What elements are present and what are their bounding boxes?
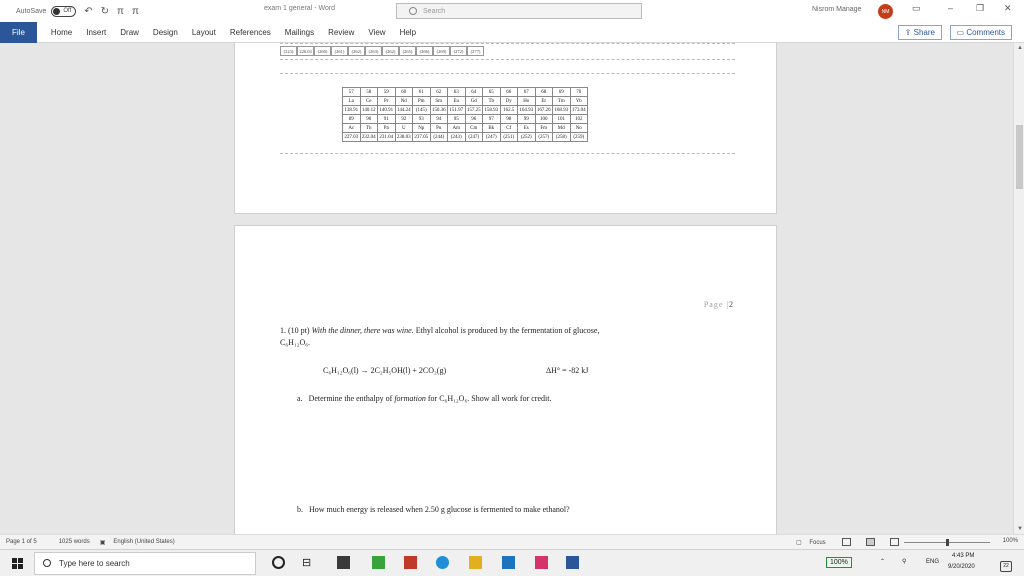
question-1a (297, 394, 551, 403)
clock-time[interactable]: 4:43 PM (952, 553, 975, 559)
focus-label: Focus (809, 540, 826, 546)
tab-design[interactable]: Design (152, 27, 178, 37)
header-cell: (260) (314, 46, 331, 56)
page-1[interactable] (234, 43, 777, 214)
language-indicator[interactable]: ENG (926, 559, 940, 565)
an-symbol: Np (413, 124, 431, 133)
an-number: 89 (343, 115, 361, 124)
ln-symbol: Tm (553, 97, 571, 106)
ln-mass: 164.93 (519, 107, 534, 113)
an-symbol: Md (553, 124, 571, 133)
header-cell: (265) (399, 46, 416, 56)
close-button[interactable]: ✕ (1004, 3, 1012, 13)
an-symbol: Pa (378, 124, 396, 133)
restore-button[interactable]: ❐ (976, 3, 985, 13)
an-mass: (247) (465, 133, 483, 142)
ribbon-display-icon[interactable]: ▭ (912, 3, 921, 13)
page-number-value: 2 (729, 300, 734, 309)
an-mass: (243) (448, 133, 466, 142)
document-title: exam 1 general - Word (264, 5, 336, 12)
taskbar-search-input[interactable] (34, 552, 256, 575)
share-button[interactable]: ⇪ Share (898, 25, 942, 40)
proofing-icon[interactable]: ▣ (99, 539, 106, 546)
share-label: Share (913, 28, 935, 37)
ln-symbol: Yb (570, 97, 588, 106)
periodic-header-row (280, 46, 484, 56)
pi-button-2[interactable]: π (131, 5, 139, 17)
app-icon-pink[interactable] (535, 556, 548, 569)
an-mass: 227.03 (344, 134, 359, 140)
header-cell: (272) (450, 46, 467, 56)
focus-button[interactable]: ▢ Focus (796, 540, 826, 546)
page-count[interactable]: Page 1 of 5 (6, 539, 37, 545)
notification-icon[interactable]: 22 (1000, 561, 1012, 572)
ln-number: 65 (483, 88, 501, 97)
an-symbol: Cm (465, 124, 483, 133)
qa-text-2: for C₆H₁₂O₆. Show all work for credit. (427, 394, 552, 403)
status-bar (0, 534, 1024, 549)
scroll-thumb[interactable] (1016, 125, 1023, 189)
page-2[interactable] (234, 225, 777, 534)
header-cell: (262) (348, 46, 365, 56)
ln-mass: 157.25 (466, 107, 481, 113)
table-row (343, 88, 588, 97)
ln-number: 64 (465, 88, 483, 97)
ln-number: 58 (360, 88, 378, 97)
an-number: 101 (553, 115, 571, 124)
qa-italic: formation (394, 394, 426, 403)
header-cell: (262) (382, 46, 399, 56)
q1-formula: C₆H₁₂O₆. (280, 338, 311, 347)
taskbar-search-placeholder: Type here to search (59, 559, 130, 568)
table-row (343, 106, 588, 115)
q1-number: 1. (280, 326, 286, 335)
q1-points: (10 pt) (288, 326, 310, 335)
ln-symbol: Eu (448, 97, 466, 106)
autosave-state: Off (63, 8, 72, 14)
ln-symbol: La (343, 97, 361, 106)
word-icon[interactable] (566, 556, 579, 569)
ln-symbol: Gd (465, 97, 483, 106)
ln-mass: 140.12 (361, 107, 376, 113)
an-mass: (251) (500, 133, 518, 142)
an-symbol: U (395, 124, 413, 133)
ln-symbol: Ce (360, 97, 378, 106)
redo-icon[interactable]: ↻ (100, 5, 110, 17)
header-cell: (269) (433, 46, 450, 56)
ln-number: 68 (535, 88, 553, 97)
q1-italic: With the dinner, there was wine. (311, 326, 414, 335)
ln-symbol: Ho (518, 97, 536, 106)
app-icon-l[interactable] (372, 556, 385, 569)
ln-number: 63 (448, 88, 466, 97)
question-1b (297, 505, 570, 514)
ln-number: 67 (518, 88, 536, 97)
an-mass: (252) (518, 133, 536, 142)
ln-mass: 158.93 (484, 107, 499, 113)
an-mass: (247) (483, 133, 501, 142)
mail-icon[interactable] (502, 556, 515, 569)
header-cell: (223) (280, 46, 297, 56)
ln-mass: 167.26 (536, 107, 551, 113)
autosave-label: AutoSave (16, 7, 47, 15)
taskbar (0, 549, 1024, 576)
ln-mass: 150.36 (431, 107, 446, 113)
table-gridline (280, 59, 735, 60)
scroll-up-icon[interactable]: ▲ (1017, 45, 1023, 51)
comments-label: Comments (966, 28, 1005, 37)
read-mode-icon[interactable] (842, 538, 851, 546)
an-number: 97 (483, 115, 501, 124)
tab-help[interactable]: Help (399, 27, 417, 37)
pi-button-1[interactable]: π (117, 5, 124, 17)
ln-number: 59 (378, 88, 396, 97)
ln-symbol: Pr (378, 97, 396, 106)
ln-symbol: Er (535, 97, 553, 106)
tab-review[interactable]: Review (328, 27, 355, 37)
f-block-table (342, 87, 588, 142)
q1-text: Ethyl alcohol is produced by the fermentation of glucose, (415, 326, 600, 335)
table-row (343, 97, 588, 106)
reaction-equation: C₆H₁₂O₆(l) → 2C₂H₅OH(l) + 2CO₂(g) (323, 366, 447, 375)
qb-text: How much energy is released when 2.50 g glucose is fermented to make ethanol? (309, 505, 570, 514)
ln-symbol: Nd (395, 97, 413, 106)
an-mass: (257) (535, 133, 553, 142)
an-symbol: Fm (535, 124, 553, 133)
an-number: 98 (500, 115, 518, 124)
an-number: 91 (378, 115, 396, 124)
an-mass: 237.05 (414, 134, 429, 140)
scroll-down-icon[interactable]: ▼ (1017, 526, 1023, 532)
an-mass: (259) (570, 133, 588, 142)
ln-number: 61 (413, 88, 431, 97)
tab-home[interactable]: Home (50, 27, 73, 37)
page-label: Page (703, 300, 724, 309)
question-1 (280, 325, 730, 349)
comments-button[interactable]: ▭ Comments (950, 25, 1012, 40)
an-number: 92 (395, 115, 413, 124)
an-number: 96 (465, 115, 483, 124)
tab-file[interactable]: File (0, 22, 37, 43)
an-symbol: Th (360, 124, 378, 133)
qa-text-1: Determine the enthalpy of (308, 394, 393, 403)
header-cell: (261) (331, 46, 348, 56)
print-layout-icon[interactable] (866, 538, 875, 546)
qa-label: a. (297, 394, 303, 403)
language[interactable]: English (United States) (113, 539, 175, 545)
an-number: 99 (518, 115, 536, 124)
qb-label: b. (297, 505, 303, 514)
table-row (343, 133, 588, 142)
table-row (343, 124, 588, 133)
ln-mass: 138.91 (344, 107, 359, 113)
tab-view[interactable]: View (368, 27, 386, 37)
taskbar-search-icon (43, 559, 51, 567)
an-symbol: Ac (343, 124, 361, 133)
tab-layout[interactable]: Layout (191, 27, 216, 37)
an-number: 95 (448, 115, 466, 124)
tray-chevron-icon[interactable]: ⌃ (880, 559, 886, 565)
an-number: 102 (570, 115, 588, 124)
an-number: 100 (535, 115, 553, 124)
minimize-button[interactable]: – (948, 3, 954, 13)
header-cell: (263) (365, 46, 382, 56)
an-symbol: Bk (483, 124, 501, 133)
an-mass: (244) (430, 133, 448, 142)
ln-mass: 162.5 (500, 106, 518, 115)
table-row (343, 115, 588, 124)
an-number: 93 (413, 115, 431, 124)
ln-symbol: Dy (500, 97, 518, 106)
ln-number: 57 (343, 88, 361, 97)
table-gridline (280, 73, 735, 74)
an-symbol: Am (448, 124, 466, 133)
zoom-slider-knob[interactable] (946, 539, 949, 546)
ln-number: 62 (430, 88, 448, 97)
user-name[interactable]: Nisrom Manage (812, 6, 862, 13)
header-cell: (266) (416, 46, 433, 56)
store-icon[interactable] (337, 556, 350, 569)
enthalpy-value: ΔH° = -82 kJ (546, 366, 589, 375)
header-cell: 226.03 (297, 46, 314, 56)
ln-mass: 173.04 (571, 107, 586, 113)
ln-symbol: Pm (413, 97, 431, 106)
tab-draw[interactable]: Draw (120, 27, 139, 37)
an-symbol: Cf (500, 124, 518, 133)
edge-icon[interactable] (436, 556, 449, 569)
an-symbol: No (570, 124, 588, 133)
vertical-scrollbar[interactable] (1013, 43, 1024, 534)
task-view-icon[interactable]: ⊟ (302, 557, 312, 569)
ln-number: 70 (570, 88, 588, 97)
title-bar (0, 0, 1024, 22)
ribbon-tabs (0, 22, 1024, 43)
table-gridline (280, 43, 735, 44)
an-mass: (258) (553, 133, 571, 142)
file-explorer-icon[interactable] (469, 556, 482, 569)
document-canvas[interactable] (0, 43, 1013, 534)
word-count[interactable]: 1025 words (58, 539, 90, 545)
page-number: Page |2 (703, 300, 734, 309)
avatar[interactable]: NM (878, 4, 893, 19)
tray-zoom-badge[interactable]: 100% (826, 557, 852, 568)
an-mass: 232.04 (361, 134, 376, 140)
search-input[interactable] (396, 3, 642, 19)
header-cell: (277) (467, 46, 484, 56)
app-icon-red[interactable] (404, 556, 417, 569)
toggle-knob (53, 8, 60, 15)
zoom-slider[interactable] (904, 542, 990, 543)
an-number: 94 (430, 115, 448, 124)
windows-start-icon[interactable] (12, 558, 23, 569)
ln-symbol: Tb (483, 97, 501, 106)
ln-mass: 151.97 (449, 107, 464, 113)
zoom-level[interactable]: 100% (1002, 538, 1018, 544)
clock-date[interactable]: 9/20/2020 (948, 564, 975, 570)
ln-symbol: Sm (430, 97, 448, 106)
search-placeholder: Search (423, 7, 446, 15)
table-gridline (280, 153, 735, 154)
tab-references[interactable]: References (229, 27, 271, 37)
an-number: 90 (360, 115, 378, 124)
ln-number: 66 (500, 88, 518, 97)
an-mass: 231.04 (379, 134, 394, 140)
web-layout-icon[interactable] (890, 538, 899, 546)
cortana-icon[interactable] (272, 556, 285, 569)
an-mass: 238.03 (396, 134, 411, 140)
search-icon (409, 7, 417, 15)
undo-icon[interactable]: ↶ (84, 5, 93, 17)
an-symbol: Pu (430, 124, 448, 133)
ln-number: 60 (395, 88, 413, 97)
ln-mass: (145) (413, 106, 431, 115)
ln-number: 69 (553, 88, 571, 97)
autosave-toggle[interactable] (51, 6, 76, 17)
network-icon[interactable]: ⚲ (902, 559, 907, 565)
an-symbol: Es (518, 124, 536, 133)
tab-mailings[interactable]: Mailings (284, 27, 315, 37)
ln-mass: 144.24 (396, 107, 411, 113)
ln-mass: 168.93 (554, 107, 569, 113)
tab-insert[interactable]: Insert (86, 27, 107, 37)
ln-mass: 140.91 (379, 107, 394, 113)
